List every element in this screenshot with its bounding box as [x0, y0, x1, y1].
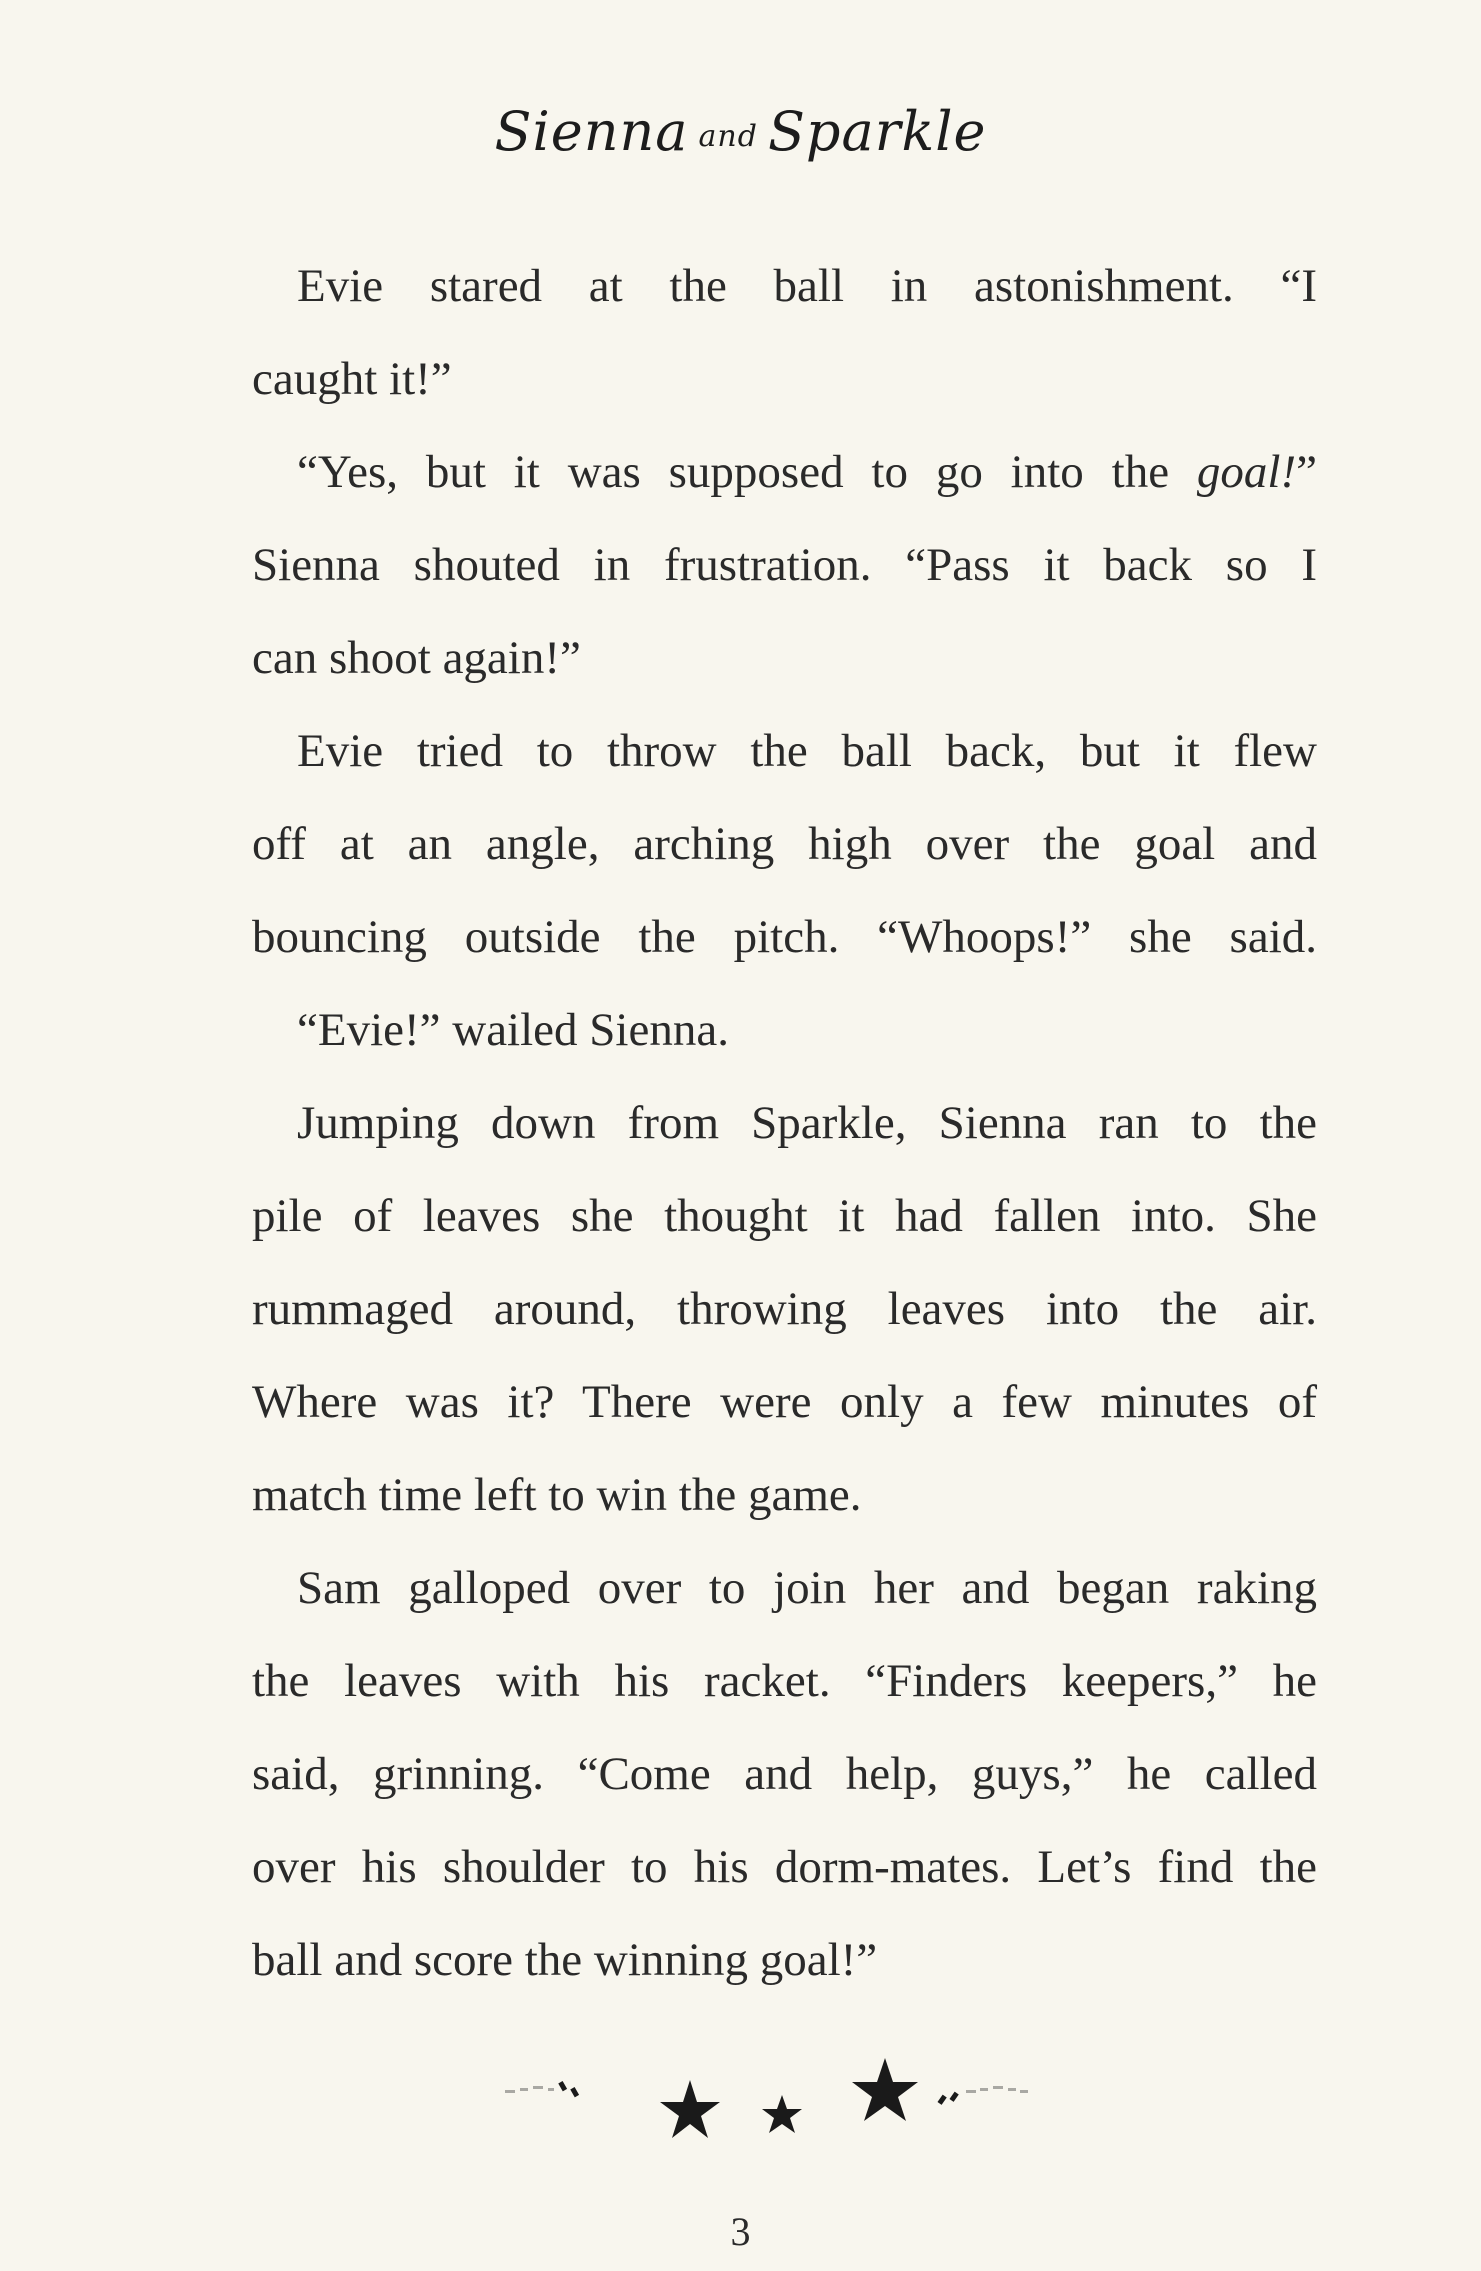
- text-line: caught it!”: [252, 353, 452, 405]
- text-line: “Evie!” wailed Sienna.: [297, 1004, 729, 1056]
- book-title-and: and: [698, 118, 758, 154]
- body-text: [252, 240, 1317, 2007]
- text-line: ball and score the winning goal!”: [252, 1934, 878, 1986]
- text-line: Sam galloped over to join her and began raking: [297, 1562, 1317, 1614]
- running-head: [0, 100, 1481, 163]
- text-line: can shoot again!”: [252, 632, 581, 684]
- text-line: “Yes, but it was supposed to go into the goal!”: [297, 446, 1317, 498]
- text-line: Jumping down from Sparkle, Sienna ran to the: [297, 1097, 1317, 1149]
- text-line: pile of leaves she thought it had fallen into. She: [252, 1190, 1317, 1242]
- emphasized-word: goal!: [1196, 446, 1297, 498]
- text-line: off at an angle, arching high over the goal and: [252, 818, 1317, 870]
- book-title-part2: Sparkle: [767, 100, 987, 163]
- page-number: 3: [730, 2209, 751, 2254]
- text-line: Where was it? There were only a few minutes of: [252, 1376, 1317, 1428]
- text-line: bouncing outside the pitch. “Whoops!” she said.: [252, 911, 1317, 963]
- text-line: the leaves with his racket. “Finders keepers,” he: [252, 1655, 1317, 1707]
- text-line: Evie stared at the ball in astonishment. “I: [297, 260, 1317, 312]
- text-line: match time left to win the game.: [252, 1469, 862, 1521]
- text-line: Sienna shouted in frustration. “Pass it back so I: [252, 539, 1317, 591]
- text-line: Evie tried to throw the ball back, but it flew: [297, 725, 1317, 777]
- book-title-part1: Sienna: [494, 100, 689, 163]
- text-line: over his shoulder to his dorm-mates. Let’s find the: [252, 1841, 1317, 1893]
- stars-divider-icon: [0, 2050, 1481, 2150]
- text-line: rummaged around, throwing leaves into the air.: [252, 1283, 1317, 1335]
- text-line: said, grinning. “Come and help, guys,” he called: [252, 1748, 1317, 1800]
